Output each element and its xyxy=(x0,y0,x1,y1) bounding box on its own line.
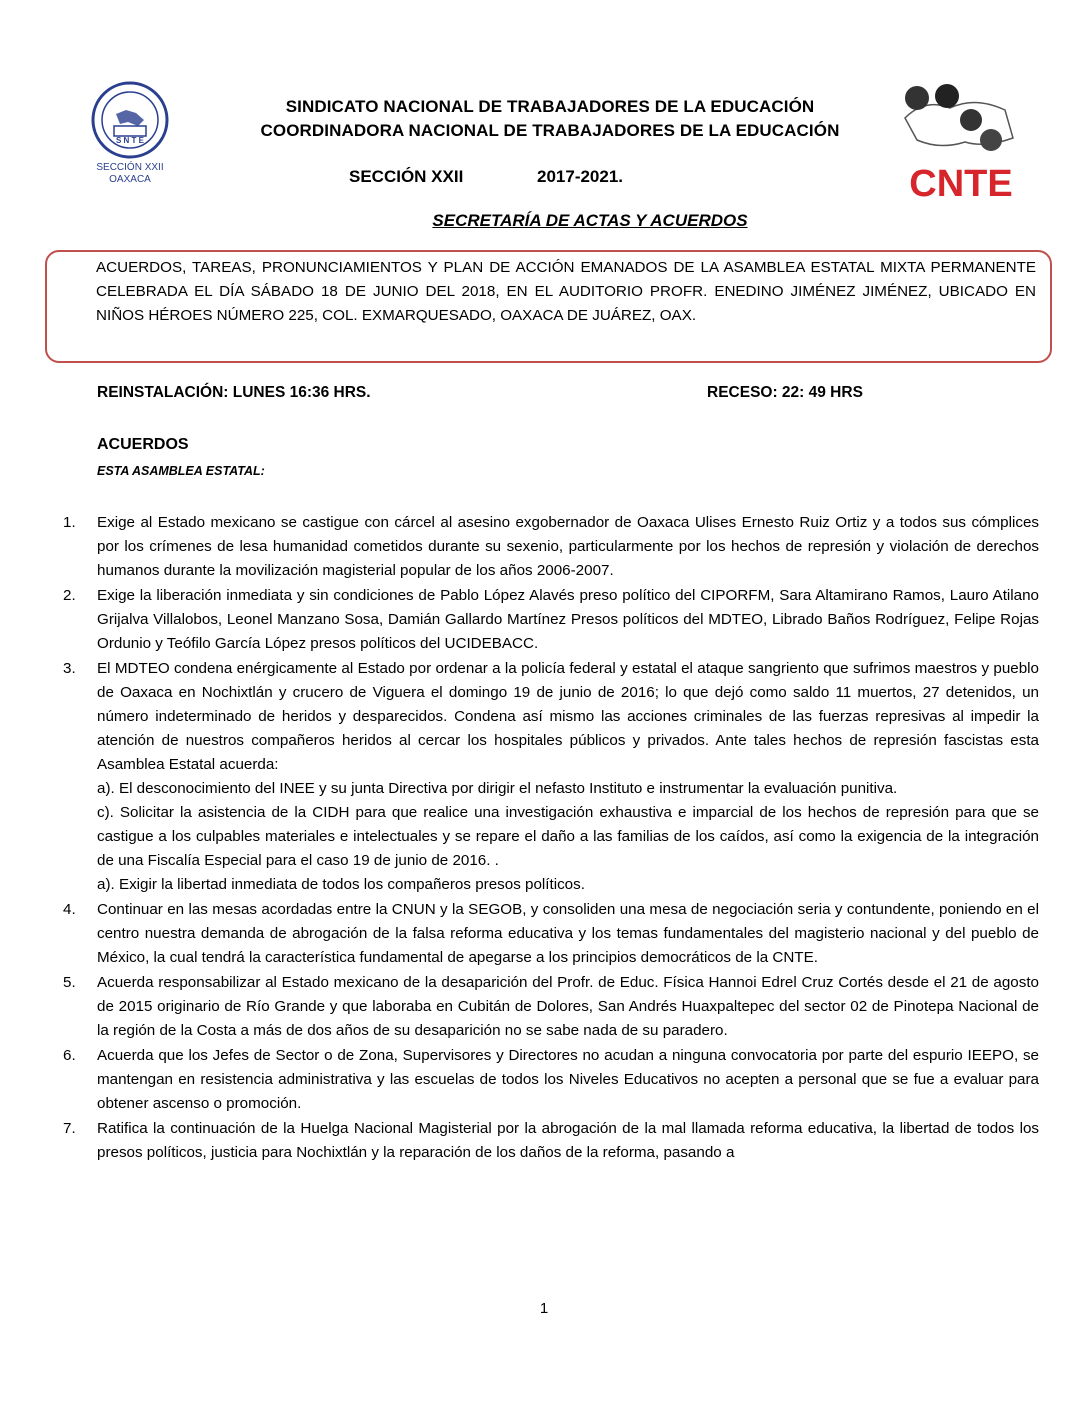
list-item xyxy=(63,511,1039,583)
list-item xyxy=(63,898,1039,970)
cnte-logo xyxy=(895,78,1025,204)
item-subpoint: a). Exigir la libertad inmediata de todos los compañeros presos políticos. xyxy=(97,876,585,893)
acuerdos-list xyxy=(63,511,1039,1166)
item-number: 7. xyxy=(63,1120,76,1137)
item-number: 1. xyxy=(63,514,76,531)
list-item xyxy=(63,1117,1039,1165)
snte-caption-state: OAXACA xyxy=(109,174,151,185)
secretaria-title: SECRETARÍA DE ACTAS Y ACUERDOS xyxy=(432,211,748,230)
snte-logo xyxy=(80,80,180,188)
list-item xyxy=(63,1044,1039,1116)
item-number: 4. xyxy=(63,901,76,918)
esta-asamblea-label: ESTA ASAMBLEA ESTATAL: xyxy=(97,464,265,478)
list-item xyxy=(63,657,1039,897)
page-number: 1 xyxy=(539,1300,549,1317)
item-number: 3. xyxy=(63,660,76,677)
receso-time: RECESO: 22: 49 HRS xyxy=(707,384,863,401)
item-number: 5. xyxy=(63,974,76,991)
reinstalacion-time: REINSTALACIÓN: LUNES 16:36 HRS. xyxy=(97,384,371,401)
acuerdos-heading: ACUERDOS xyxy=(97,436,189,453)
item-text: El MDTEO condena enérgicamente al Estado por ordenar a la policía federal y estatal el ataque sangriento que sufrimos maestros y pueblo de Oaxaca en Nochixtlán y crucero de Viguera el domingo 19 de junio de 2016; lo que dejó como saldo 11 muertos, 27 detenidos, un número indeterminado de heridos y desparecidos. Condena así mismo las acciones criminales de las fuerzas represivas al impedir la atención de nuestros compañeros heridos al cercar los hospitales públicos y privados. Ante tales hechos de represión fascistas esta Asamblea Estatal acuerda: xyxy=(97,660,1039,773)
item-subpoint: c). Solicitar la asistencia de la CIDH para que realice una investigación exhaustiva e imparcial de los hechos de represión para que se castigue a los culpables materiales e intelectuales y se repare el daño a las familias de los caídos, así como la exigencia de la integración de una Fiscalía Especial para el caso 19 de junio de 2016. . xyxy=(97,804,1039,869)
list-item xyxy=(63,971,1039,1043)
section-label: SECCIÓN XXII xyxy=(349,167,464,186)
period-label: 2017-2021. xyxy=(537,167,624,186)
union-name: SINDICATO NACIONAL DE TRABAJADORES DE LA EDUCACIÓN xyxy=(285,97,815,116)
intro-text: ACUERDOS, TAREAS, PRONUNCIAMIENTOS Y PLAN DE ACCIÓN EMANADOS DE LA ASAMBLEA ESTATAL MIXTA PERMANENTE CELEBRADA EL DÍA SÁBADO 18 DE JUNIO DEL 2018, EN EL AUDITORIO PROFR. ENEDINO JIMÉNEZ JIMÉNEZ, UBICADO EN NIÑOS HÉROES NÚMERO 225, COL. EXMARQUESADO, OAXACA DE JUÁREZ, OAX. xyxy=(96,259,1036,324)
coordinadora-name: COORDINADORA NACIONAL DE TRABAJADORES DE LA EDUCACIÓN xyxy=(260,121,840,140)
item-number: 6. xyxy=(63,1047,76,1064)
item-text: Acuerda que los Jefes de Sector o de Zona, Supervisores y Directores no acudan a ninguna convocatoria por parte del espurio IEEPO, se mantengan en resistencia administrativa y las escuelas de todos los Niveles Educativos no acepten a personal que se fue a evaluar para obtener ascenso o promoción. xyxy=(97,1047,1039,1112)
item-subpoint: a). El desconocimiento del INEE y su junta Directiva por dirigir el nefasto Instituto e instrumentar la evaluación punitiva. xyxy=(97,780,898,797)
item-text: Acuerda responsabilizar al Estado mexicano de la desaparición del Profr. de Educ. Física Hannoi Edrel Cruz Cortés desde el 21 de agosto de 2015 originario de Río Grande y que laboraba en Cubitán de Dolores, San Andrés Huaxpaltepec del sector 02 de Pinotepa Nacional de la región de la Costa a más de dos años de su desaparición no se sabe nada de su paradero. xyxy=(97,974,1039,1039)
item-number: 2. xyxy=(63,587,76,604)
list-item xyxy=(63,584,1039,656)
item-text: Exige la liberación inmediata y sin condiciones de Pablo López Alavés preso político del CIPORFM, Sara Altamirano Ramos, Lauro Atilano Grijalva Villalobos, Leonel Manzano Sosa, Damián Gallardo Martínez Presos políticos del MDTEO, Librado Baños Rodríguez, Felipe Rojas Ordunio y Teófilo García López presos políticos del UCIDEBACC. xyxy=(97,587,1039,652)
item-text: Continuar en las mesas acordadas entre la CNUN y la SEGOB, y consoliden una mesa de negociación seria y contundente, poniendo en el centro nuestra demanda de abrogación de la falsa reforma educativa y los temas fundamentales del magisterio nacional y del pueblo de México, la cual tendrá la característica fundamental de apegarse a los principios democráticos de la CNTE. xyxy=(97,901,1039,966)
cnte-wordmark: CNTE xyxy=(909,163,1013,204)
item-text: Ratifica la continuación de la Huelga Nacional Magisterial por la abrogación de la mal llamada reforma educativa, la libertad de todos los presos políticos, justicia para Nochixtlán y la reparación de los daños de la reforma, pasando a xyxy=(97,1120,1039,1161)
snte-letters: S N T E xyxy=(115,136,145,145)
item-text: Exige al Estado mexicano se castigue con cárcel al asesino exgobernador de Oaxaca Ulises Ernesto Ruiz Ortiz y a todos sus cómplices por los crímenes de lesa humanidad cometidos durante su sexenio, particularmente por los hechos de represión y violación de derechos humanos durante la movilización magisterial popular de los años 2006-2007. xyxy=(97,514,1039,579)
snte-caption-section: SECCIÓN XXII xyxy=(96,162,164,173)
